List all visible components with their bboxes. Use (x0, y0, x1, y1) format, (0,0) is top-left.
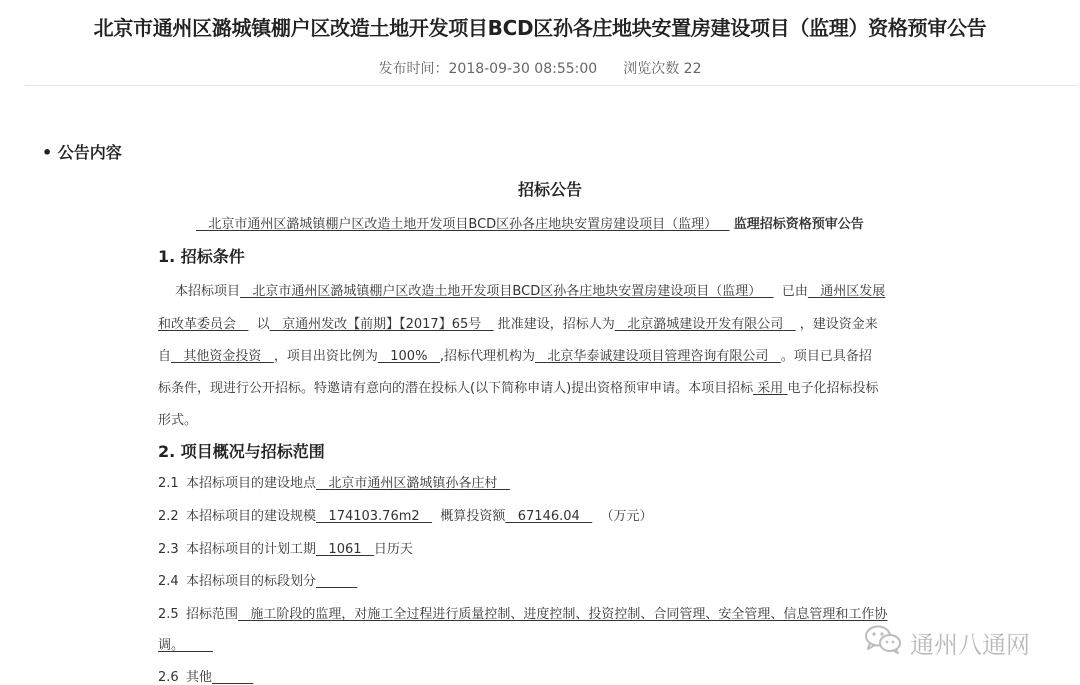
tenderer: 北京潞城建设开发有限公司 (627, 317, 784, 332)
item-2-5: 2.5 招标范围 施工阶段的监理，对施工全过程进行质量控制、进度控制、投资控制、合同管理、安全管理、信息管理和工作协 (158, 607, 888, 622)
watermark (864, 624, 1030, 660)
sec1-line-4: 标条件，现进行公开招标。特邀请有意向的潜在投标人(以下简称申请人)提出资格预审申请。本项目招标 采用 电子化招标投标 (158, 381, 879, 396)
publish-time: 2018-09-30 08:55:00 (448, 61, 598, 77)
section-label: • 公告内容 (42, 143, 122, 162)
funding-ratio: 100% (390, 349, 428, 364)
wechat-icon (864, 624, 910, 660)
subtitle-suffix: 监理招标资格预审公告 (733, 217, 864, 232)
notice-subtitle (196, 213, 864, 232)
adopt-flag: 采用 (757, 381, 784, 396)
build-scale: 174103.76m2 (328, 509, 420, 524)
publish-label: 发布时间： (378, 61, 449, 77)
item-2-1: 2.1 本招标项目的建设地点 北京市通州区潞城镇孙各庄村 (158, 476, 498, 491)
sec1-line-5: 形式。 (158, 413, 198, 428)
build-location: 北京市通州区潞城镇孙各庄村 (328, 476, 498, 491)
item-2-4: 2.4 本招标项目的标段划分 (158, 574, 317, 589)
notice-heading: 招标公告 (517, 180, 582, 199)
estimated-investment: 67146.04 (517, 509, 580, 524)
header-divider (25, 85, 1077, 86)
item-2-5-cont: 调。 (158, 638, 185, 653)
watermark-text: 通州八通网 (910, 630, 1030, 659)
item-2-3: 2.3 本招标项目的计划工期 1061 日历天 (158, 542, 413, 557)
item-2-2: 2.2 本招标项目的建设规模 174103.76m2 概算投资额 67146.04 （万元） (158, 509, 653, 524)
fund-source: 其他资金投资 (183, 349, 262, 364)
tender-scope: 施工阶段的监理，对施工全过程进行质量控制、进度控制、投资控制、合同管理、安全管理、信息管理和工作协 (250, 607, 888, 622)
agency: 北京华泰诚建设项目管理咨询有限公司 (547, 349, 769, 364)
publish-meta (0, 58, 1080, 78)
sec1-line-1: 本招标项目 北京市通州区潞城镇棚户区改造土地开发项目BCD区孙各庄地块安置房建设项目（监理） 已由 通州区发展 (175, 284, 886, 299)
item-2-6: 2.6 其他 (158, 670, 213, 685)
page-title: 北京市通州区潞城镇棚户区改造土地开发项目BCD区孙各庄地块安置房建设项目（监理）资格预审公告 (93, 16, 987, 40)
section-2-title: 2. 项目概况与招标范围 (158, 442, 325, 461)
approver: 通州区发展 (820, 284, 886, 299)
views-count: 22 (683, 61, 702, 77)
sec1-line-2: 和改革委员会 以 京通州发改【前期】【2017】65号 批准建设，招标人为 北京潞城建设开发有限公司 ，建设资金来 (158, 317, 878, 332)
project-name: 北京市通州区潞城镇棚户区改造土地开发项目BCD区孙各庄地块安置房建设项目（监理） (252, 284, 762, 299)
approval-number: 京通州发改【前期】【2017】65号 (282, 317, 482, 332)
section-1-title: 1. 招标条件 (158, 247, 245, 266)
planned-duration: 1061 (328, 542, 362, 557)
subtitle-project: 北京市通州区潞城镇棚户区改造土地开发项目BCD区孙各庄地块安置房建设项目（监理） (208, 217, 718, 232)
views-label: 浏览次数 (623, 61, 680, 77)
sec1-line-3: 自 其他资金投资 ，项目出资比例为 100% ,招标代理机构为 北京华泰诚建设项目管理咨询有限公司 。项目已具备招 (158, 349, 872, 364)
